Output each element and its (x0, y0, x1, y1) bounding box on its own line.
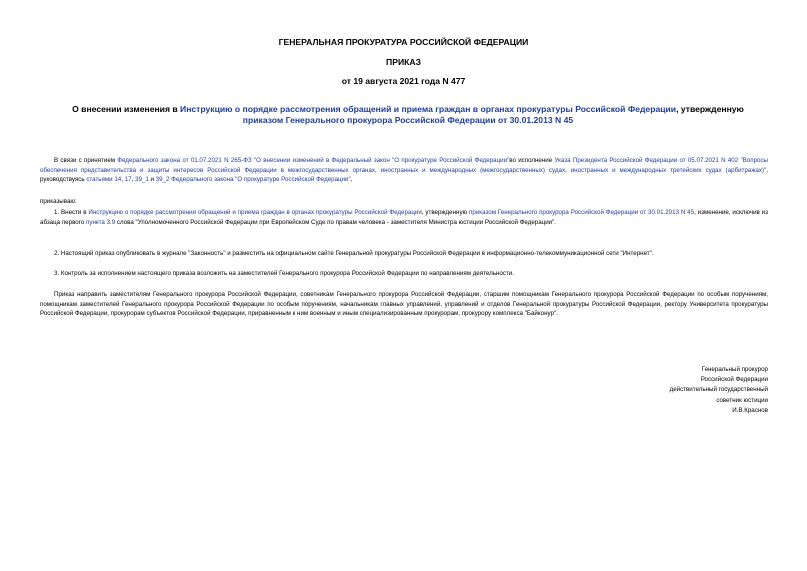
item-1-paragraph (40, 208, 768, 227)
distribution-paragraph: Приказ направить заместителям Генерального прокурора Российской Федерации, советникам Генерального прокурора Российской Федерации, старшим помощникам Генерального прокурора Российской Федерации по особым поручениям, помощникам заместителей Генерального прокурора Российской Федерации по особым поручениям, начальникам главных управлений, управлений и отделов Генеральной прокуратуры Российской Федерации, ректору Университета прокуратуры Российской Федерации, прокурорам субъектов Российской Федерации, приравненным к ним военным и иным специализированным прокурорам, прокурору комплекса "Байконур". (40, 291, 768, 318)
item-2-paragraph: 2. Настоящий приказ опубликовать в журнале "Законность" и разместить на официальном сайте Генеральной прокуратуры Российской Федерации в информационно-телекоммуникационной сети "Интернет". (54, 250, 654, 257)
order-word: приказываю: (40, 198, 77, 205)
document-date-number: от 19 августа 2021 года N 477 (341, 76, 466, 86)
signature-position: Генеральный прокурор (701, 366, 768, 373)
preamble-text-5: , (131, 176, 135, 184)
item-1-link-order[interactable]: приказом Генерального прокурора Российской Федерации от 30.01.2013 N 45 (469, 209, 695, 216)
title-text-1: О внесении изменения в (72, 104, 181, 114)
signature-rank-1: действительный государственный (669, 386, 768, 394)
signature-block (568, 365, 768, 416)
title-link-order[interactable]: приказом Генерального прокурора Российской Федерации от 30.01.2013 N 45 (242, 115, 574, 125)
signature-rank-2: советник юстиции (716, 396, 768, 404)
item-1-text-4: слова "Уполномоченного Российской Федерации при Европейском Суде по правам человека - заместителя Министра юстиции Российской Федерации". (115, 218, 557, 226)
preamble-text-4: , (121, 176, 125, 184)
title-link-instruction[interactable]: Инструкцию о порядке рассмотрения обращений и приема граждан в органах прокуратуры Российской Федерации (180, 104, 677, 114)
document-type: ПРИКАЗ (386, 57, 421, 67)
preamble-paragraph (40, 156, 768, 185)
preamble-link-article-17[interactable]: 17 (124, 176, 132, 184)
item-1-text-1: 1. Внести в (54, 209, 89, 216)
preamble-link-article-14[interactable]: статьями 14 (86, 176, 122, 184)
title-text-2: , утвержденную (676, 104, 744, 114)
signature-country: Российской Федерации (700, 376, 768, 384)
item-1-link-point-3-9[interactable]: пункта 3.9 (86, 218, 116, 226)
signature-name: И.В.Краснов (732, 406, 768, 414)
item-3-paragraph: 3. Контроль за исполнением настоящего приказа возложить на заместителей Генерального прокурора Российской Федерации по направлениям деятельности. (54, 270, 514, 277)
item-1-text-2: , утвержденную (421, 209, 470, 216)
preamble-text-7: , (350, 176, 353, 184)
item-1-link-instruction[interactable]: Инструкцию о порядке рассмотрения обращений и приема граждан в органах прокуратуры Российской Федерации (88, 209, 422, 216)
preamble-link-article-39-1[interactable]: 39_1 (135, 176, 149, 184)
preamble-text-6: и (148, 176, 156, 184)
preamble-text-1: В связи с принятием (54, 157, 118, 164)
preamble-link-federal-law[interactable]: Федерального закона от 01.07.2021 N 265-ФЗ "О внесении изменений в Федеральный закон "О прокуратуре Российской Федерации" (117, 157, 510, 164)
document-title (52, 104, 764, 126)
agency-heading: ГЕНЕРАЛЬНАЯ ПРОКУРАТУРА РОССИЙСКОЙ ФЕДЕРАЦИИ (278, 37, 529, 47)
preamble-text-3: , руководствуясь (40, 166, 768, 184)
preamble-link-decree[interactable]: Указа Президента Российской Федерации от 05.07.2021 N 402 "Вопросы обеспечения представительства и защиты интересов Российской Федерации в межгосударственных органах, иностранных и международных (межгосударственных) судах, иностранных и международных третейских судах (арбитражах)" (40, 157, 768, 174)
item-1-text-3: , изменение, исключив из абзаца первого (40, 209, 768, 226)
preamble-link-article-39-2[interactable]: 39_2 Федерального закона "О прокуратуре Российской Федерации" (155, 176, 351, 184)
preamble-text-2: во исполнение (509, 157, 555, 164)
